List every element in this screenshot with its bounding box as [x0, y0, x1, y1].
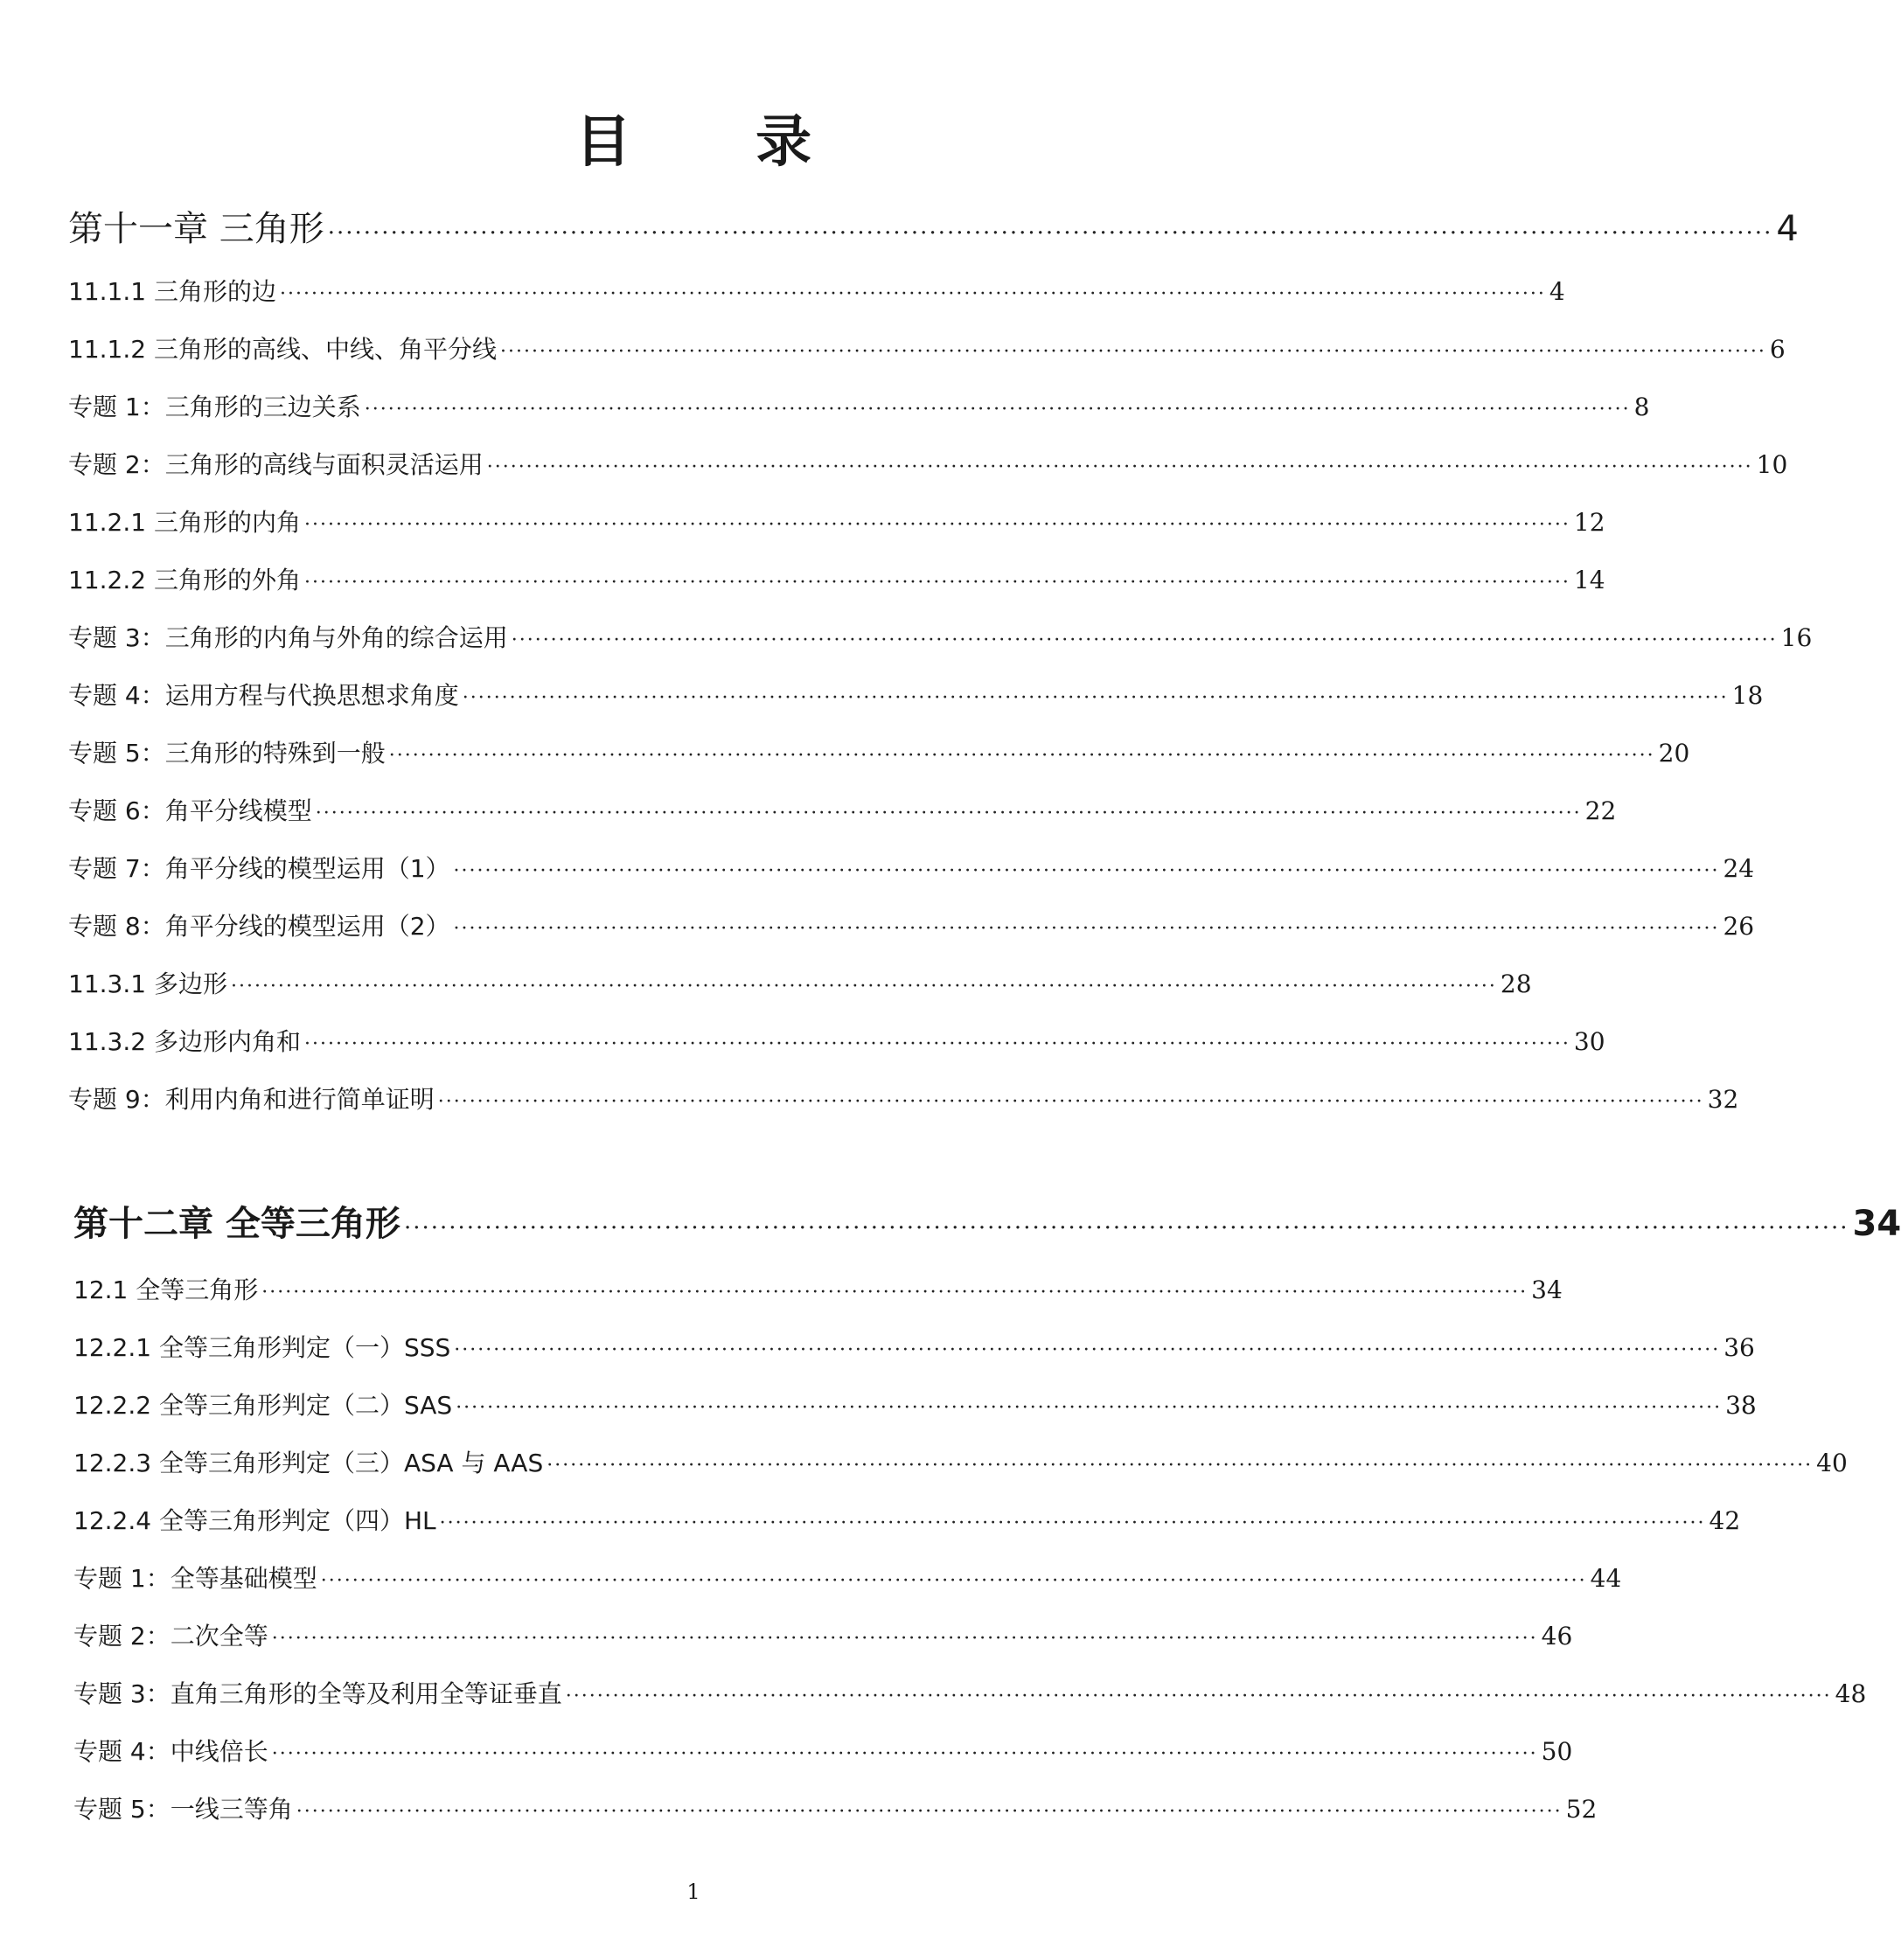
toc-leader: ································································································································································· — [439, 1512, 1706, 1534]
toc-page-number: 36 — [1723, 1333, 1755, 1362]
toc-item-label: 专题 4：中线倍长 — [73, 1737, 268, 1766]
toc-leader: ································································································································································· — [499, 341, 1766, 363]
toc-item[interactable] — [73, 1388, 1757, 1426]
toc-leader: ································································································································································· — [303, 572, 1570, 594]
toc-leader: ································································································································································· — [261, 1282, 1528, 1303]
toc-item[interactable] — [68, 390, 1650, 427]
toc-item-label: 11.3.1 多边形 — [68, 970, 227, 998]
toc-page-number: 48 — [1835, 1679, 1867, 1708]
toc-page-number: 46 — [1541, 1622, 1573, 1651]
toc-leader: ································································································································································· — [271, 1743, 1538, 1765]
toc-item[interactable] — [68, 736, 1690, 774]
toc-item-label: 专题 3：直角三角形的全等及利用全等证垂直 — [73, 1679, 562, 1708]
toc-item[interactable] — [73, 1792, 1598, 1830]
toc-leader: ································································································································································· — [388, 745, 1655, 767]
toc-item-label: 12.2.3 全等三角形判定（三）ASA 与 AAS — [73, 1449, 544, 1477]
toc-item-label: 专题 2：三角形的高线与面积灵活运用 — [68, 450, 484, 479]
toc-item-label: 12.2.2 全等三角形判定（二）SAS — [73, 1391, 453, 1420]
toc-item-label: 专题 8：角平分线的模型运用（2） — [68, 912, 450, 941]
toc-leader: ································································································································································· — [454, 1339, 1721, 1361]
toc-page-number: 34 — [1852, 1204, 1901, 1244]
toc-page-number: 16 — [1780, 623, 1813, 652]
toc-page-number: 50 — [1541, 1737, 1573, 1766]
toc-item[interactable] — [73, 1504, 1741, 1541]
toc-item[interactable] — [73, 1734, 1573, 1772]
toc-item-label: 12.2.1 全等三角形判定（一）SSS — [73, 1333, 451, 1362]
toc-leader: ································································································································································· — [565, 1685, 1832, 1707]
toc-item-label: 11.3.2 多边形内角和 — [68, 1027, 301, 1056]
toc-item[interactable] — [68, 794, 1617, 831]
toc-page-number: 10 — [1756, 450, 1788, 479]
toc-item-label: 专题 1：三角形的三边关系 — [68, 393, 361, 421]
toc-page-number: 40 — [1816, 1449, 1848, 1477]
toc-page-number: 44 — [1590, 1564, 1622, 1593]
toc-item[interactable] — [73, 1561, 1622, 1599]
toc-page-number: 42 — [1709, 1506, 1741, 1535]
toc-leader: ································································································································································· — [486, 456, 1753, 478]
toc-page-number: 18 — [1731, 681, 1764, 710]
toc-leader: ································································································································································· — [462, 687, 1729, 709]
toc-item[interactable] — [68, 678, 1764, 716]
toc-item-label: 11.2.1 三角形的内角 — [68, 508, 301, 537]
toc-item-label: 专题 4：运用方程与代换思想求角度 — [68, 681, 459, 710]
toc-leader: ································································································································································· — [315, 803, 1582, 824]
toc-item-label: 12.2.4 全等三角形判定（四）HL — [73, 1506, 436, 1535]
toc-leader: ································································································································································· — [296, 1801, 1563, 1823]
toc-item[interactable] — [73, 1273, 1563, 1310]
toc-page-number: 4 — [1549, 277, 1565, 306]
toc-chapter-label: 第十一章 三角形 — [68, 209, 324, 249]
toc-leader: ································································································································································· — [271, 1628, 1538, 1650]
toc-item-label: 12.1 全等三角形 — [73, 1275, 259, 1304]
toc-leader: ································································································································································· — [320, 1570, 1587, 1592]
toc-item[interactable] — [73, 1331, 1755, 1368]
toc-chapter-12[interactable] — [73, 1201, 1901, 1251]
toc-item[interactable] — [68, 851, 1755, 889]
toc-leader: ································································································································································· — [364, 399, 1631, 420]
toc-page-number: 38 — [1725, 1391, 1757, 1420]
toc-leader: ································································································································································· — [511, 629, 1778, 651]
toc-page-number: 52 — [1565, 1795, 1598, 1824]
toc-page-number: 32 — [1707, 1085, 1739, 1114]
page-title: 目 录 — [574, 110, 865, 175]
toc-item[interactable] — [68, 332, 1786, 370]
toc-item[interactable] — [73, 1677, 1867, 1714]
toc-leader: ································································································································································· — [437, 1091, 1704, 1113]
toc-item-label: 专题 3：三角形的内角与外角的综合运用 — [68, 623, 508, 652]
toc-item[interactable] — [68, 563, 1605, 601]
toc-item-label: 专题 5：三角形的特殊到一般 — [68, 739, 386, 768]
toc-leader: ································································································································································· — [303, 1033, 1570, 1055]
toc-page-number: 20 — [1658, 739, 1690, 768]
toc-item[interactable] — [68, 505, 1605, 543]
toc-item-label: 专题 7：角平分线的模型运用（1） — [68, 854, 450, 883]
toc-chapter-label: 第十二章 全等三角形 — [73, 1204, 400, 1244]
toc-page-number: 12 — [1573, 508, 1605, 537]
toc-leader: ································································································································································· — [230, 976, 1497, 997]
toc-leader: ································································································································································· — [453, 918, 1720, 940]
toc-item-label: 专题 1：全等基础模型 — [73, 1564, 317, 1593]
toc-leader: ································································································································································· — [547, 1455, 1814, 1477]
toc-item[interactable] — [68, 275, 1565, 312]
toc-item-label: 专题 2：二次全等 — [73, 1622, 268, 1651]
toc-leader: ································································································································································· — [279, 283, 1546, 305]
toc-page-number: 8 — [1633, 393, 1650, 421]
toc-leader: ································································································································································· — [327, 220, 1773, 247]
toc-item-label: 专题 6：角平分线模型 — [68, 796, 312, 825]
toc-leader: ································································································································································· — [303, 514, 1570, 536]
toc-page-number: 24 — [1723, 854, 1755, 883]
toc-item[interactable] — [68, 909, 1755, 947]
toc-page-number: 14 — [1573, 566, 1605, 594]
toc-page-number: 28 — [1500, 970, 1532, 998]
toc-item[interactable] — [73, 1619, 1573, 1657]
toc-item-label: 专题 9：利用内角和进行简单证明 — [68, 1085, 435, 1114]
toc-item-label: 11.1.1 三角形的边 — [68, 277, 276, 306]
toc-leader: ································································································································································· — [403, 1215, 1849, 1241]
toc-item-label: 11.2.2 三角形的外角 — [68, 566, 301, 594]
toc-leader: ································································································································································· — [453, 860, 1720, 882]
toc-item[interactable] — [68, 1082, 1739, 1120]
toc-item[interactable] — [68, 621, 1813, 658]
toc-page-number: 6 — [1769, 335, 1786, 364]
toc-page-number: 34 — [1531, 1275, 1563, 1304]
toc-page-number: 30 — [1573, 1027, 1605, 1056]
page-number-footer: 1 — [686, 1880, 700, 1904]
toc-item[interactable] — [73, 1446, 1848, 1484]
toc-page-number: 26 — [1723, 912, 1755, 941]
toc-item[interactable] — [68, 967, 1532, 1004]
toc-item[interactable] — [68, 1025, 1605, 1062]
toc-page-number: 4 — [1776, 209, 1799, 249]
toc-item-label: 11.1.2 三角形的高线、中线、角平分线 — [68, 335, 497, 364]
toc-page-number: 22 — [1584, 796, 1617, 825]
toc-leader: ································································································································································· — [456, 1397, 1723, 1419]
toc-item[interactable] — [68, 448, 1788, 485]
toc-item-label: 专题 5：一线三等角 — [73, 1795, 293, 1824]
toc-chapter-11[interactable] — [68, 206, 1799, 256]
